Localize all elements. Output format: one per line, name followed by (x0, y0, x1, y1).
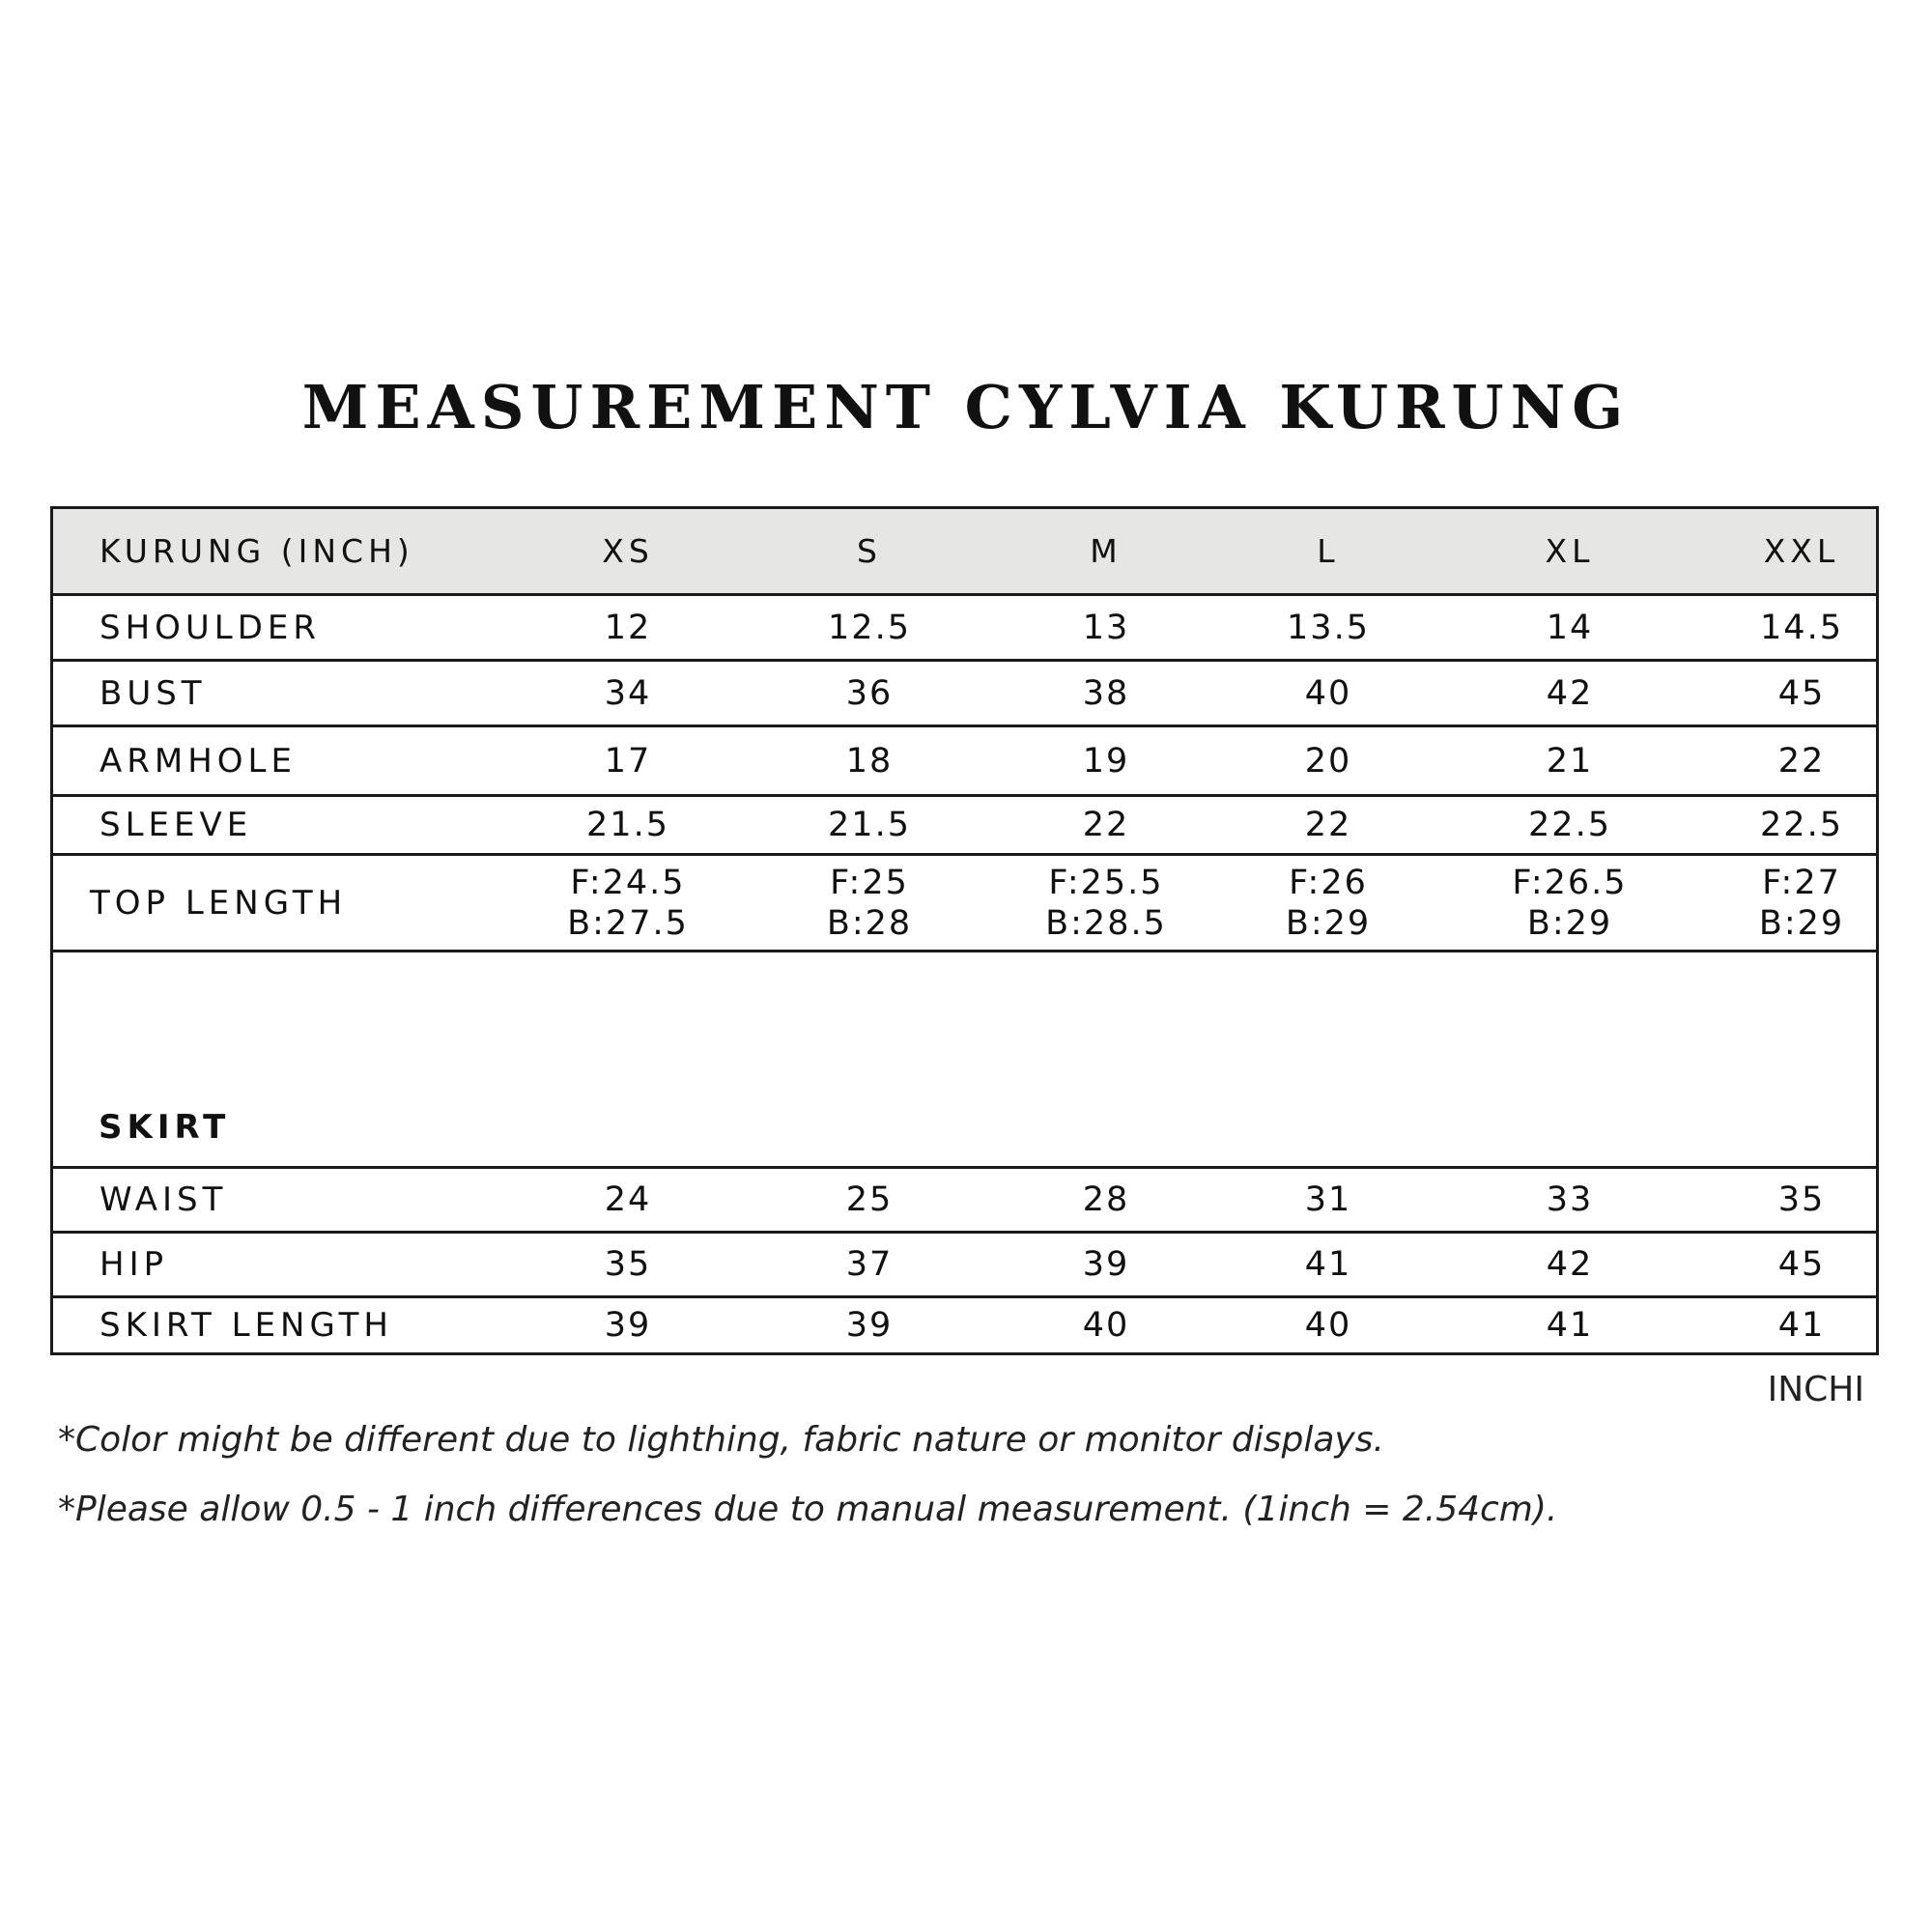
table-header-row (53, 509, 1876, 596)
table-cell: 31 (1304, 1180, 1352, 1219)
table-cell: 22 (1777, 741, 1826, 781)
table-row-top-length (53, 856, 1876, 952)
table-cell: 21 (1546, 741, 1594, 781)
table-row-skirt-length (53, 1298, 1876, 1352)
back-length: B:29 (1758, 903, 1845, 943)
table-cell: 39 (845, 1306, 894, 1345)
table-cell: 18 (845, 741, 894, 781)
header-cell-category: KURUNG (INCH) (99, 531, 414, 570)
table-cell: 42 (1546, 673, 1594, 713)
table-cell: 24 (604, 1180, 652, 1219)
table-cell (753, 856, 985, 950)
table-cell: 36 (845, 673, 894, 713)
table-cell: 45 (1777, 673, 1826, 713)
front-length: F:24.5 (570, 863, 686, 902)
back-length: B:29 (1526, 903, 1613, 943)
table-cell: 39 (1082, 1245, 1130, 1284)
back-length: B:27.5 (567, 903, 689, 943)
front-length: F:27 (1762, 863, 1841, 902)
table-row-shoulder (53, 596, 1876, 662)
page-title: MEASUREMENT CYLVIA KURUNG (301, 372, 1631, 442)
table-cell: 35 (1777, 1180, 1826, 1219)
size-chart-table (50, 506, 1879, 1355)
row-label: WAIST (99, 1180, 228, 1219)
table-cell: 20 (1304, 741, 1352, 781)
table-cell: 13 (1082, 608, 1130, 647)
table-cell: 34 (604, 673, 652, 713)
table-cell: 33 (1546, 1180, 1594, 1219)
front-length: F:25.5 (1048, 863, 1164, 902)
header-cell-xxl: XXL (1763, 531, 1840, 570)
front-length: F:26 (1289, 863, 1368, 902)
table-row-hip (53, 1234, 1876, 1298)
header-cell-m: M (1090, 531, 1122, 570)
header-cell-xs: XS (602, 531, 654, 570)
table-row-sleeve (53, 797, 1876, 856)
unit-label: INCHI (1767, 1370, 1864, 1409)
row-label: TOP LENGTH (90, 883, 348, 923)
table-row-bust (53, 662, 1876, 727)
table-cell: 12.5 (828, 608, 911, 647)
table-cell: 35 (604, 1245, 652, 1284)
table-cell: 14.5 (1760, 608, 1843, 647)
table-cell: 25 (845, 1180, 894, 1219)
row-label: SHOULDER (99, 608, 322, 647)
header-cell-s: S (857, 531, 882, 570)
table-cell: 14 (1546, 608, 1594, 647)
measurement-disclaimer: *Please allow 0.5 - 1 inch differences due to manual measurement. (1inch = 2.54cm). (58, 1490, 1558, 1529)
back-length: B:29 (1285, 903, 1372, 943)
table-cell: 40 (1304, 1306, 1352, 1345)
table-cell: 19 (1082, 741, 1130, 781)
table-cell: 42 (1546, 1245, 1594, 1284)
color-disclaimer: *Color might be different due to lighthing, fabric nature or monitor displays. (58, 1420, 1384, 1460)
table-cell: 41 (1546, 1306, 1594, 1345)
table-cell: 28 (1082, 1180, 1130, 1219)
table-cell (512, 856, 744, 950)
skirt-section-label: SKIRT (99, 1108, 231, 1147)
header-cell-xl: XL (1545, 531, 1595, 570)
table-cell: 12 (604, 608, 652, 647)
table-cell (1454, 856, 1686, 950)
table-cell: 22.5 (1528, 806, 1611, 844)
front-length: F:25 (830, 863, 909, 902)
row-label: HIP (99, 1245, 169, 1284)
table-cell: 41 (1777, 1306, 1826, 1345)
header-cell-l: L (1317, 531, 1340, 570)
table-cell: 45 (1777, 1245, 1826, 1284)
back-length: B:28 (826, 903, 913, 943)
table-cell: 39 (604, 1306, 652, 1345)
table-cell: 17 (604, 741, 652, 781)
table-cell: 22.5 (1760, 806, 1843, 844)
table-row-armhole (53, 727, 1876, 797)
table-cell: 40 (1082, 1306, 1130, 1345)
table-cell: 22 (1082, 806, 1130, 844)
table-cell: 38 (1082, 673, 1130, 713)
skirt-section-row (53, 952, 1876, 1169)
table-cell: 21.5 (828, 806, 911, 844)
row-label: ARMHOLE (99, 741, 297, 781)
table-cell: 21.5 (586, 806, 669, 844)
table-cell: 13.5 (1287, 608, 1370, 647)
row-label: SLEEVE (99, 806, 253, 844)
back-length: B:28.5 (1045, 903, 1167, 943)
table-cell (1212, 856, 1444, 950)
table-cell: 40 (1304, 673, 1352, 713)
table-row-waist (53, 1169, 1876, 1234)
row-label: SKIRT LENGTH (99, 1306, 393, 1345)
table-cell (1686, 856, 1918, 950)
table-cell: 22 (1304, 806, 1352, 844)
table-cell: 41 (1304, 1245, 1352, 1284)
table-cell (990, 856, 1222, 950)
table-cell: 37 (845, 1245, 894, 1284)
row-label: BUST (99, 673, 207, 713)
front-length: F:26.5 (1512, 863, 1628, 902)
